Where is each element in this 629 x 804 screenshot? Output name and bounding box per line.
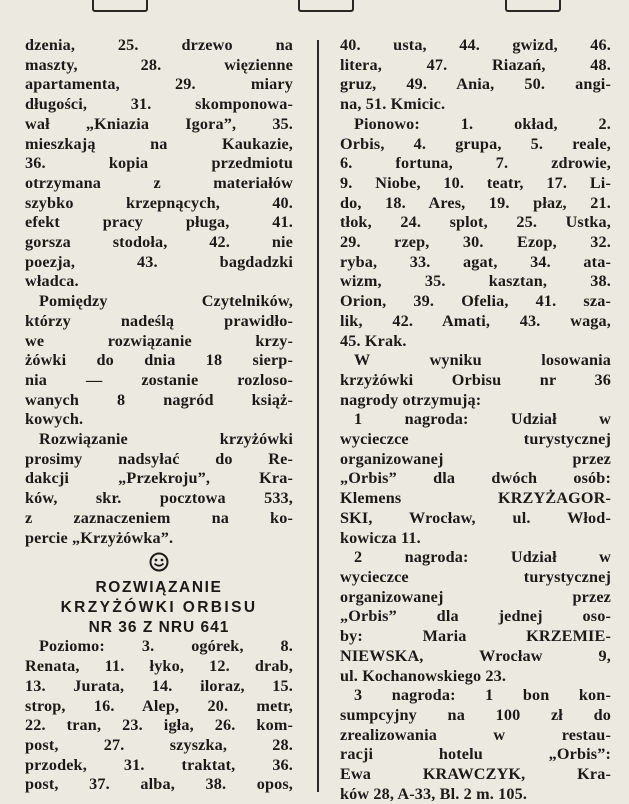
- text-line: 36. kopia przedmiotu: [25, 154, 293, 173]
- text-line: gruz, 49. Ania, 50. angi-: [340, 75, 611, 94]
- text-line: 13. Jurata, 14. iloraz, 15.: [25, 676, 293, 695]
- smiley-face-icon: [149, 552, 169, 572]
- text-line: otrzymana z materiałów: [25, 173, 293, 192]
- text-line: Renata, 11. łyko, 12. drab,: [25, 657, 293, 676]
- text-line: 29. rzep, 30. Ezop, 32.: [340, 233, 611, 252]
- text-line: we rozwiązanie krzy-: [25, 331, 293, 350]
- prize-2: [340, 548, 611, 686]
- text-line: 9. Niobe, 10. teatr, 17. Li-: [340, 173, 611, 192]
- text-line: NIEWSKA, Wrocław 9,: [340, 646, 611, 665]
- text-line: do, 18. Ares, 19. płaz, 21.: [340, 193, 611, 212]
- grid-fragment-left: [92, 0, 148, 12]
- text-line: poezja, 43. bagdadzki: [25, 252, 293, 271]
- text-line: Orion, 39. Ofelia, 41. sza-: [340, 292, 611, 311]
- text-line: post, 37. alba, 38. opos,: [25, 775, 293, 794]
- text-line: efekt pracy pługa, 41.: [25, 213, 293, 232]
- text-line: 40. usta, 44. gwizd, 46.: [340, 36, 611, 54]
- text-line: przodek, 31. traktat, 36.: [25, 755, 293, 774]
- column-divider: [317, 40, 319, 792]
- text-line: którzy nadeślą prawidło-: [25, 311, 293, 330]
- solution-heading-line-1: ROZWIĄZANIE: [95, 579, 223, 597]
- text-line: ków, skr. pocztowa 533,: [25, 489, 293, 508]
- left-column: [25, 36, 293, 795]
- text-line: „Orbis” dla jednej oso-: [340, 607, 611, 626]
- solution-heading-line-3: NR 36 Z NRU 641: [88, 618, 230, 636]
- text-line: wał „Kniazia Igora”, 35.: [25, 114, 293, 133]
- text-line: by: Maria KRZEMIE-: [340, 627, 611, 646]
- prize-1: [340, 410, 611, 548]
- text-line: nagrody otrzymują:: [340, 390, 482, 409]
- right-column: [340, 36, 611, 804]
- prize-3: [340, 686, 611, 804]
- text-line: W wyniku losowania: [354, 351, 611, 370]
- text-line: wanych 8 nagród książ-: [25, 390, 293, 409]
- grid-fragment-right: [505, 0, 561, 12]
- text-line: racji hotelu „Orbis”:: [340, 745, 611, 764]
- text-line: ul. Kochanowskiego 23.: [340, 666, 507, 685]
- text-line: litera, 47. Riazań, 48.: [340, 55, 611, 74]
- text-line: SKI, Wrocław, ul. Włod-: [340, 508, 611, 527]
- text-line: kowicza 11.: [340, 528, 421, 547]
- text-line: Pomiędzy Czytelników,: [39, 292, 293, 311]
- text-line: Klemens KRZYŻAGOR-: [340, 489, 611, 508]
- text-line: 2 nagroda: Udział w: [354, 548, 611, 567]
- text-line: Pionowo: 1. okład, 2.: [354, 114, 611, 133]
- contest-rules: [25, 292, 293, 430]
- text-line: organizowanej przez: [340, 587, 611, 606]
- text-line: 22. tran, 23. igła, 26. kom-: [25, 716, 293, 735]
- text-line: szybko krzepnących, 40.: [25, 193, 293, 212]
- submission-address: [25, 430, 293, 548]
- text-line: prosimy nadsyłać do Re-: [25, 449, 293, 468]
- solution-across: [25, 637, 293, 795]
- text-line: dakcji „Przekroju”, Kra-: [25, 469, 293, 488]
- text-line: mieszkają na Kaukazie,: [25, 134, 293, 153]
- text-line: gorsza stodoła, 42. nie: [25, 233, 293, 252]
- text-line: lik, 42. Amati, 43. waga,: [340, 311, 611, 330]
- clues-continuation: [25, 36, 293, 292]
- text-line: nia — zostanie rozloso-: [25, 370, 293, 389]
- text-line: Poziomo: 3. ogórek, 8.: [39, 637, 293, 656]
- text-line: kowych.: [25, 410, 84, 429]
- text-line: krzyżówki Orbisu nr 36: [340, 370, 611, 389]
- text-line: 1 nagroda: Udział w: [354, 410, 611, 429]
- text-line: wycieczce turystycznej: [340, 430, 611, 449]
- text-line: Rozwiązanie krzyżówki: [39, 430, 293, 449]
- text-line: strop, 16. Alep, 20. metr,: [25, 696, 293, 715]
- solution-across-end: [340, 36, 611, 115]
- grid-fragment-center: [298, 0, 354, 12]
- text-line: 3 nagroda: 1 bon kon-: [354, 686, 611, 705]
- text-line: długości, 31. skomponowa-: [25, 95, 293, 114]
- text-line: władca.: [25, 272, 79, 291]
- text-line: z zaznaczeniem na ko-: [25, 508, 293, 527]
- text-line: wycieczce turystycznej: [340, 567, 611, 586]
- solution-heading: [25, 578, 293, 637]
- text-line: Ewa KRAWCZYK, Kra-: [340, 765, 611, 784]
- text-line: dzenia, 25. drzewo na: [25, 36, 293, 54]
- solution-down: [340, 115, 611, 351]
- text-line: ryba, 33. agat, 34. ata-: [340, 252, 611, 271]
- text-line: Orbis, 4. grupa, 5. reale,: [340, 134, 611, 153]
- text-line: post, 27. szyszka, 28.: [25, 735, 293, 754]
- text-line: percie „Krzyżówka”.: [25, 528, 174, 547]
- text-line: wizm, 35. kasztan, 38.: [340, 272, 611, 291]
- text-line: „Orbis” dla dwóch osób:: [340, 469, 611, 488]
- text-line: 6. fortuna, 7. zdrowie,: [340, 154, 611, 173]
- text-line: apartamenta, 29. miary: [25, 75, 293, 94]
- text-line: maszty, 28. więzienne: [25, 55, 293, 74]
- text-line: na, 51. Kmicic.: [340, 95, 446, 114]
- draw-results-intro: [340, 351, 611, 410]
- text-line: tłok, 24. splot, 25. Ustka,: [340, 213, 611, 232]
- solution-heading-line-2: KRZYŻÓWKI ORBISU: [60, 598, 258, 616]
- text-line: sumpcyjny na 100 zł do: [340, 705, 611, 724]
- text-line: zrealizowania w restau-: [340, 725, 611, 744]
- text-line: organizowanej przez: [340, 449, 611, 468]
- text-line: żówki do dnia 18 sierp-: [25, 351, 293, 370]
- text-line: 45. Krak.: [340, 331, 407, 350]
- text-line: ków 28, A-33, Bl. 2 m. 105.: [340, 784, 528, 803]
